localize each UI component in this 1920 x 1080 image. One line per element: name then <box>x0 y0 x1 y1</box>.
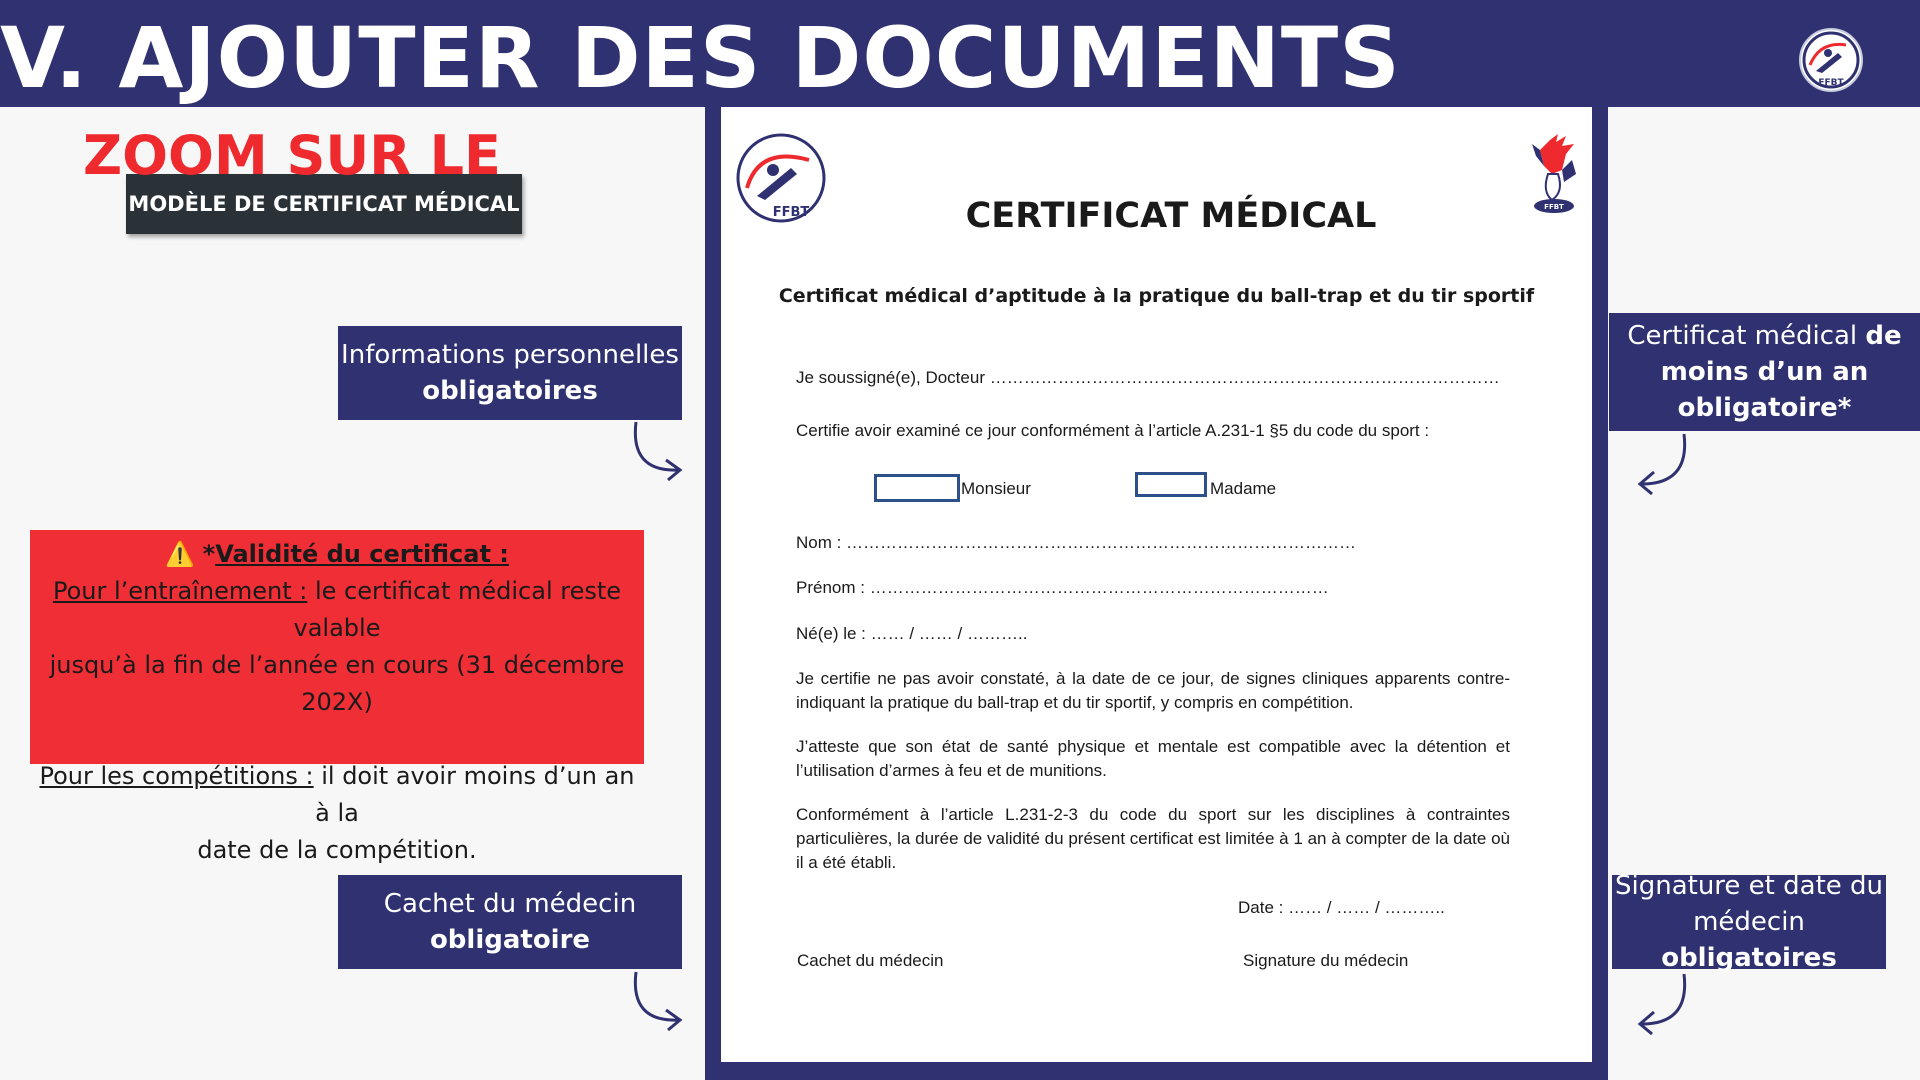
callout-signature-date <box>1612 871 1886 973</box>
paragraph-weapons: J’atteste que son état de santé physique et mentale est compatible avec la détention et l’utilisation d’armes à feu et de munitions. <box>796 737 1510 780</box>
competition-label: Pour les compétitions : <box>39 762 314 790</box>
document-title: CERTIFICAT MÉDICAL <box>965 196 1377 236</box>
callout-signature-bold: obligatoires <box>1661 943 1837 973</box>
checkbox-monsieur[interactable] <box>874 474 960 502</box>
callout-stamp-bold: obligatoire <box>429 925 591 955</box>
curved-arrow-icon <box>628 418 688 488</box>
curved-arrow-icon <box>1632 970 1692 1040</box>
callout-certificate-bold2: moins d’un an <box>1660 357 1869 387</box>
warning-icon: ⚠️ <box>165 540 195 568</box>
callout-signature-line1: Signature et date du <box>1614 871 1884 901</box>
validity-warning-box <box>30 530 644 864</box>
warning-title: Validité du certificat : <box>215 540 509 568</box>
certify-line: Certifie avoir examiné ce jour conformément à l’article A.231-1 §5 du code du sport : <box>796 421 1430 440</box>
document-subtitle: Certificat médical d’aptitude à la pratique du ball-trap et du tir sportif <box>778 285 1535 307</box>
training-text-2: jusqu’à la fin de l’année en cours (31 décembre 202X) <box>49 651 625 716</box>
paragraph-validity: Conformément à l’article L.231-2-3 du code du sport sur les disciplines à contraintes particulières, la durée de validité du présent certificat est limitée à 1 an à compter de la date où il a été établi. <box>796 805 1510 872</box>
option-monsieur-label: Monsieur <box>961 479 1031 498</box>
training-label: Pour l’entraînement : <box>52 577 308 605</box>
warning-competition-line <box>36 758 638 832</box>
competition-text-1: il doit avoir moins d’un an à la <box>315 762 635 827</box>
curved-arrow-icon <box>1632 430 1692 500</box>
callout-certificate-line1 <box>1609 318 1920 354</box>
nom-line: Nom : ……………………………………………………………………………… <box>796 533 1357 552</box>
svg-text:FFBT: FFBT <box>1544 203 1564 211</box>
page-title: V. AJOUTER DES DOCUMENTS <box>0 9 1401 107</box>
svg-text:FFBT: FFBT <box>772 205 810 220</box>
callout-stamp-line1: Cachet du médecin <box>383 889 637 919</box>
callout-signature-text: médecin <box>1693 907 1805 937</box>
warning-title-prefix: * <box>202 540 216 568</box>
callout-signature-line2 <box>1612 904 1886 976</box>
callout-certificate-age <box>1609 313 1920 431</box>
doctor-line: Je soussigné(e), Docteur ……………………………………………………………………………… <box>796 368 1500 387</box>
checkbox-madame[interactable] <box>1135 472 1207 497</box>
zoom-title: ZOOM SUR LE <box>83 124 501 187</box>
callout-certificate-bold1: de <box>1865 321 1902 351</box>
birth-line: Né(e) le : …… / …… / ……….. <box>796 624 1028 643</box>
zoom-banner: MODÈLE DE CERTIFICAT MÉDICAL <box>126 174 522 234</box>
callout-certificate-text: Certificat médical <box>1627 321 1858 351</box>
training-text-1: le certificat médical reste valable <box>293 577 622 642</box>
warning-training-line <box>36 573 638 647</box>
option-madame-label: Madame <box>1210 479 1277 498</box>
callout-doctor-stamp <box>338 875 682 969</box>
callout-personal-info <box>338 326 682 420</box>
stamp-label: Cachet du médecin <box>797 951 944 970</box>
callout-certificate-bold3: obligatoire* <box>1677 393 1852 423</box>
paragraph-no-contraindication: Je certifie ne pas avoir constaté, à la date de ce jour, de signes cliniques apparents contre-indiquant la pratique du ball-trap et du tir sportif, y compris en compétition. <box>796 669 1510 712</box>
prenom-line: Prénom : ……………………………………………………………………… <box>796 578 1329 597</box>
signature-label: Signature du médecin <box>1243 951 1409 970</box>
date-line: Date : …… / …… / ……….. <box>1238 898 1445 917</box>
ffbt-logo-icon <box>1798 27 1864 93</box>
callout-personal-line1: Informations personnelles <box>341 340 679 370</box>
competition-text-2: date de la compétition. <box>197 836 477 864</box>
curved-arrow-icon <box>628 968 688 1038</box>
callout-personal-bold: obligatoires <box>422 376 598 406</box>
svg-text:FFBT: FFBT <box>1818 78 1844 88</box>
warning-title-line <box>36 536 638 573</box>
